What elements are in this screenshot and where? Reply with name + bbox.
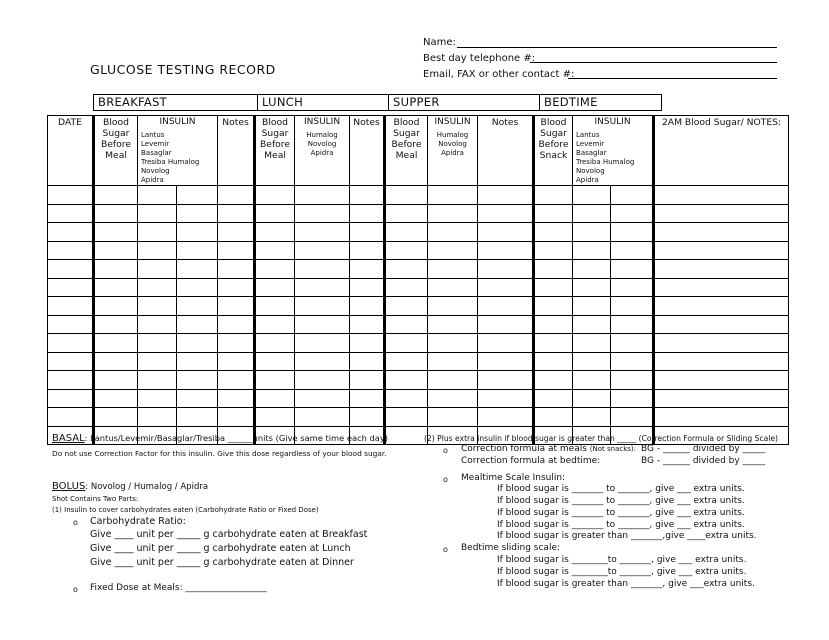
table-cell[interactable] — [428, 352, 478, 371]
col-notes-supper — [478, 116, 534, 186]
corr-bed-formula: BG - ______ divided by _____ — [641, 456, 766, 466]
basal-heading: BASAL — [52, 433, 85, 444]
table-cell[interactable] — [654, 371, 789, 390]
table-cell[interactable] — [534, 260, 573, 279]
table-row — [48, 352, 789, 371]
table-cell[interactable] — [48, 223, 94, 242]
table-cell[interactable] — [94, 389, 138, 408]
table-cell[interactable] — [478, 334, 534, 353]
table-cell[interactable] — [385, 371, 428, 390]
table-cell[interactable] — [177, 260, 218, 279]
table-cell[interactable] — [48, 352, 94, 371]
table-cell[interactable] — [611, 223, 654, 242]
table-cell[interactable] — [255, 278, 295, 297]
table-cell[interactable] — [350, 241, 385, 260]
table-cell[interactable] — [94, 315, 138, 334]
meal-breakfast: BREAKFAST — [98, 95, 168, 109]
table-cell[interactable] — [350, 371, 385, 390]
table-cell[interactable] — [138, 260, 177, 279]
table-cell[interactable] — [573, 371, 611, 390]
col-2am-notes — [654, 116, 789, 186]
table-cell[interactable] — [48, 186, 94, 205]
table-cell[interactable] — [177, 204, 218, 223]
table-row — [48, 334, 789, 353]
table-cell[interactable] — [654, 389, 789, 408]
fixed-dose: Fixed Dose at Meals: __________________ — [90, 583, 267, 593]
table-cell[interactable] — [48, 408, 94, 427]
col-bs-lunch — [255, 116, 295, 186]
table-cell[interactable] — [218, 408, 255, 427]
table-cell[interactable] — [478, 186, 534, 205]
table-cell[interactable] — [255, 204, 295, 223]
table-cell[interactable] — [350, 334, 385, 353]
table-cell[interactable] — [478, 371, 534, 390]
table-cell[interactable] — [385, 334, 428, 353]
scale-row: If blood sugar is _______ to _______, give ___ extra units. — [497, 496, 745, 506]
table-cell[interactable] — [611, 186, 654, 205]
table-cell[interactable] — [611, 408, 654, 427]
table-cell[interactable] — [350, 186, 385, 205]
table-cell[interactable] — [573, 186, 611, 205]
table-cell[interactable] — [295, 315, 350, 334]
table-cell[interactable] — [218, 315, 255, 334]
table-cell[interactable] — [255, 315, 295, 334]
basal-insulin-names: Lantus Levemir Basaglar Tresiba — [576, 131, 607, 166]
phone-field[interactable] — [530, 62, 777, 63]
table-cell[interactable] — [94, 371, 138, 390]
basal-line — [52, 433, 388, 444]
meal-lunch: LUNCH — [257, 95, 388, 110]
table-cell[interactable] — [654, 315, 789, 334]
table-cell[interactable] — [611, 204, 654, 223]
name-field[interactable] — [457, 47, 777, 48]
meal-supper: SUPPER — [388, 95, 539, 110]
table-cell[interactable] — [428, 334, 478, 353]
table-cell[interactable] — [350, 204, 385, 223]
corr-meals-formula: BG - ______ divided by _____ — [641, 444, 766, 454]
table-cell[interactable] — [218, 371, 255, 390]
table-cell[interactable] — [138, 389, 177, 408]
table-cell[interactable] — [534, 408, 573, 427]
carb-ratio-label: Carbohydrate Ratio: — [90, 516, 186, 527]
bs-before-meal-header: Blood Sugar Before Meal — [259, 117, 291, 161]
col-insulin-lunch — [295, 116, 350, 186]
bolus-insulin-names: Humalog Novolog Apidra — [306, 131, 338, 157]
basal-dose-text: : Lantus/Levemir/Basaglar/Tresiba ______units (Give same time each day) — [84, 433, 389, 443]
table-row — [48, 389, 789, 408]
table-cell[interactable] — [218, 260, 255, 279]
bed-last: If blood sugar is greater than _______, give ___extra units. — [497, 579, 755, 589]
table-cell[interactable] — [573, 223, 611, 242]
notes-header: Notes — [491, 117, 519, 128]
table-cell[interactable] — [385, 408, 428, 427]
table-cell[interactable] — [350, 260, 385, 279]
bolus-line — [52, 481, 208, 492]
table-cell[interactable] — [138, 241, 177, 260]
mealtime-scale-label: Mealtime Scale Insulin: — [461, 473, 566, 483]
table-cell[interactable] — [611, 334, 654, 353]
bullet-icon: o — [443, 446, 448, 455]
page-title: GLUCOSE TESTING RECORD — [90, 62, 276, 77]
table-cell[interactable] — [428, 371, 478, 390]
scale-last: If blood sugar is greater than _______,give ____extra units. — [497, 531, 757, 541]
bolus-heading: BOLUS — [52, 481, 86, 492]
table-cell[interactable] — [177, 389, 218, 408]
give-dinner: Give ____ unit per _____ g carbohydrate eaten at Dinner — [90, 557, 354, 568]
col-date — [48, 116, 94, 186]
bs-before-snack-header: Blood Sugar Before Snack — [538, 117, 569, 161]
table-cell[interactable] — [534, 315, 573, 334]
table-header-row — [48, 116, 789, 186]
table-cell[interactable] — [573, 389, 611, 408]
notes-header: Notes — [353, 117, 380, 128]
table-cell[interactable] — [573, 408, 611, 427]
table-cell[interactable] — [255, 334, 295, 353]
table-cell[interactable] — [255, 352, 295, 371]
table-cell[interactable] — [385, 426, 428, 445]
table-cell[interactable] — [478, 297, 534, 316]
table-cell[interactable] — [611, 260, 654, 279]
table-cell[interactable] — [478, 389, 534, 408]
col-notes-breakfast — [218, 116, 255, 186]
table-cell[interactable] — [654, 278, 789, 297]
table-cell[interactable] — [94, 352, 138, 371]
bolus-insulin-names: Humalog Novolog Apidra — [141, 158, 200, 184]
table-cell[interactable] — [48, 315, 94, 334]
table-cell[interactable] — [94, 408, 138, 427]
bolus-insulin-names: Humalog Novolog Apidra — [576, 158, 635, 184]
table-cell[interactable] — [573, 352, 611, 371]
col-bs-supper — [385, 116, 428, 186]
table-cell[interactable] — [177, 315, 218, 334]
table-row — [48, 297, 789, 316]
table-cell[interactable] — [385, 223, 428, 242]
table-cell[interactable] — [534, 389, 573, 408]
table-cell[interactable] — [94, 260, 138, 279]
basal-insulin-names: Lantus Levemir Basaglar Tresiba — [141, 131, 172, 166]
col-insulin-supper — [428, 116, 478, 186]
email-label: Email, FAX or other contact #: — [423, 69, 575, 80]
table-cell[interactable] — [428, 241, 478, 260]
table-cell[interactable] — [478, 223, 534, 242]
table-cell[interactable] — [295, 334, 350, 353]
table-cell[interactable] — [138, 408, 177, 427]
meal-bedtime: BEDTIME — [539, 95, 661, 110]
table-cell[interactable] — [48, 241, 94, 260]
table-cell[interactable] — [654, 260, 789, 279]
table-cell[interactable] — [428, 186, 478, 205]
table-row — [48, 223, 789, 242]
table-cell[interactable] — [177, 334, 218, 353]
bullet-icon: o — [73, 518, 78, 527]
table-cell[interactable] — [573, 315, 611, 334]
table-row — [48, 371, 789, 390]
table-cell[interactable] — [48, 297, 94, 316]
bs-before-meal-header: Blood Sugar Before Meal — [391, 117, 422, 161]
table-cell[interactable] — [350, 315, 385, 334]
table-cell[interactable] — [255, 260, 295, 279]
table-cell[interactable] — [350, 352, 385, 371]
table-cell[interactable] — [255, 389, 295, 408]
table-cell[interactable] — [573, 204, 611, 223]
col-bs-bedtime — [534, 116, 573, 186]
table-row — [48, 315, 789, 334]
table-cell[interactable] — [218, 204, 255, 223]
table-cell[interactable] — [534, 204, 573, 223]
bs-before-meal-header: Blood Sugar Before Meal — [100, 117, 132, 161]
table-cell[interactable] — [218, 241, 255, 260]
table-cell[interactable] — [654, 352, 789, 371]
bed-row: If blood sugar is ________to _______, give ___ extra units. — [497, 555, 747, 565]
table-cell[interactable] — [295, 241, 350, 260]
table-cell[interactable] — [48, 334, 94, 353]
insulin-header: INSULIN — [303, 117, 341, 127]
table-cell[interactable] — [94, 186, 138, 205]
notes-header: Notes — [222, 117, 249, 128]
table-cell[interactable] — [385, 315, 428, 334]
email-field[interactable] — [568, 78, 777, 79]
table-cell[interactable] — [295, 204, 350, 223]
table-cell[interactable] — [218, 352, 255, 371]
table-cell[interactable] — [534, 297, 573, 316]
table-cell[interactable] — [138, 297, 177, 316]
table-cell[interactable] — [48, 204, 94, 223]
table-cell[interactable] — [177, 241, 218, 260]
table-cell[interactable] — [534, 371, 573, 390]
shot-parts: Shot Contains Two Parts: — [52, 495, 139, 503]
table-cell[interactable] — [138, 334, 177, 353]
table-cell[interactable] — [428, 315, 478, 334]
table-cell[interactable] — [611, 371, 654, 390]
table-cell[interactable] — [428, 389, 478, 408]
table-cell[interactable] — [350, 278, 385, 297]
table-cell[interactable] — [255, 371, 295, 390]
bullet-icon: o — [443, 475, 448, 484]
table-cell[interactable] — [138, 223, 177, 242]
bolus-part1: (1) Insulin to cover carbohydrates eaten (Carbohydrate Ratio or Fixed Dose) — [52, 506, 319, 514]
table-cell[interactable] — [255, 297, 295, 316]
table-cell[interactable] — [654, 408, 789, 427]
table-cell[interactable] — [385, 297, 428, 316]
table-cell[interactable] — [654, 297, 789, 316]
table-cell[interactable] — [428, 260, 478, 279]
table-cell[interactable] — [654, 334, 789, 353]
table-row — [48, 186, 789, 205]
table-cell[interactable] — [218, 389, 255, 408]
col-insulin-bedtime — [573, 116, 654, 186]
table-row — [48, 204, 789, 223]
table-cell[interactable] — [654, 204, 789, 223]
table-cell[interactable] — [94, 278, 138, 297]
table-cell[interactable] — [534, 352, 573, 371]
insulin-header: INSULIN — [594, 117, 631, 127]
table-cell[interactable] — [534, 241, 573, 260]
table-cell[interactable] — [428, 278, 478, 297]
table-cell[interactable] — [295, 389, 350, 408]
table-cell[interactable] — [295, 278, 350, 297]
table-cell[interactable] — [218, 297, 255, 316]
table-cell[interactable] — [428, 297, 478, 316]
table-cell[interactable] — [295, 260, 350, 279]
table-cell[interactable] — [611, 297, 654, 316]
bullet-icon: o — [73, 585, 78, 594]
table-row — [48, 241, 789, 260]
col-bs-breakfast — [94, 116, 138, 186]
table-cell[interactable] — [255, 241, 295, 260]
table-cell[interactable] — [478, 315, 534, 334]
table-cell[interactable] — [94, 223, 138, 242]
table-cell[interactable] — [534, 334, 573, 353]
table-cell[interactable] — [94, 334, 138, 353]
table-row — [48, 408, 789, 427]
table-cell[interactable] — [138, 204, 177, 223]
table-cell[interactable] — [138, 352, 177, 371]
table-cell[interactable] — [534, 223, 573, 242]
table-cell[interactable] — [385, 186, 428, 205]
glucose-log-table — [47, 115, 789, 445]
table-cell[interactable] — [295, 223, 350, 242]
insulin-header: INSULIN — [159, 117, 196, 127]
extra-intro: (2) Plus extra insulin if blood sugar is greater than _____ (Correction Formula or Sliding Scale) — [424, 434, 779, 443]
table-cell[interactable] — [385, 278, 428, 297]
table-cell[interactable] — [138, 315, 177, 334]
table-cell[interactable] — [138, 186, 177, 205]
table-cell[interactable] — [385, 352, 428, 371]
table-cell[interactable] — [177, 186, 218, 205]
give-breakfast: Give ____ unit per _____ g carbohydrate eaten at Breakfast — [90, 529, 368, 540]
table-cell[interactable] — [385, 389, 428, 408]
table-cell[interactable] — [654, 223, 789, 242]
table-cell[interactable] — [654, 241, 789, 260]
table-cell[interactable] — [428, 223, 478, 242]
table-cell[interactable] — [48, 389, 94, 408]
table-cell[interactable] — [611, 241, 654, 260]
table-cell[interactable] — [218, 334, 255, 353]
table-cell[interactable] — [138, 371, 177, 390]
table-cell[interactable] — [295, 352, 350, 371]
table-cell[interactable] — [428, 204, 478, 223]
table-cell[interactable] — [94, 204, 138, 223]
bed-row: If blood sugar is ________to _______, give ___ extra units. — [497, 567, 747, 577]
table-cell[interactable] — [295, 371, 350, 390]
table-cell[interactable] — [255, 186, 295, 205]
table-cell[interactable] — [177, 408, 218, 427]
table-cell[interactable] — [611, 278, 654, 297]
bullet-icon: o — [443, 545, 448, 554]
table-cell[interactable] — [295, 186, 350, 205]
table-cell[interactable] — [295, 297, 350, 316]
table-cell[interactable] — [478, 241, 534, 260]
corr-bedtime: Correction formula at bedtime: — [461, 456, 601, 466]
table-cell[interactable] — [611, 352, 654, 371]
table-cell[interactable] — [573, 278, 611, 297]
table-cell[interactable] — [350, 408, 385, 427]
table-cell[interactable] — [573, 241, 611, 260]
table-cell[interactable] — [478, 204, 534, 223]
table-cell[interactable] — [94, 297, 138, 316]
date-header: DATE — [58, 117, 82, 128]
table-cell[interactable] — [573, 334, 611, 353]
table-row — [48, 278, 789, 297]
table-cell[interactable] — [478, 278, 534, 297]
table-cell[interactable] — [94, 241, 138, 260]
table-cell[interactable] — [218, 278, 255, 297]
bolus-insulin-names: Humalog Novolog Apidra — [436, 131, 469, 157]
table-cell[interactable] — [177, 371, 218, 390]
table-cell[interactable] — [177, 223, 218, 242]
table-cell[interactable] — [350, 297, 385, 316]
am-notes-header: 2AM Blood Sugar/ NOTES: — [661, 117, 782, 128]
table-cell[interactable] — [573, 297, 611, 316]
table-cell[interactable] — [48, 278, 94, 297]
table-cell[interactable] — [295, 408, 350, 427]
table-cell[interactable] — [534, 278, 573, 297]
scale-row: If blood sugar is _______ to _______, give ___ extra units. — [497, 484, 745, 494]
table-cell[interactable] — [48, 371, 94, 390]
table-row — [48, 260, 789, 279]
table-cell[interactable] — [654, 186, 789, 205]
table-cell[interactable] — [218, 223, 255, 242]
insulin-header: INSULIN — [434, 117, 471, 127]
table-cell[interactable] — [177, 278, 218, 297]
table-cell[interactable] — [255, 223, 295, 242]
table-cell[interactable] — [611, 315, 654, 334]
table-cell[interactable] — [385, 260, 428, 279]
table-cell[interactable] — [428, 408, 478, 427]
table-cell[interactable] — [138, 278, 177, 297]
table-cell[interactable] — [385, 204, 428, 223]
table-cell[interactable] — [573, 260, 611, 279]
table-cell[interactable] — [177, 352, 218, 371]
scale-row: If blood sugar is _______ to _______, give ___ extra units. — [497, 520, 745, 530]
corr-meals: Correction formula at meals (Not snacks): — [461, 444, 637, 454]
scale-row: If blood sugar is _______ to _______, give ___ extra units. — [497, 508, 745, 518]
table-cell[interactable] — [218, 186, 255, 205]
table-cell[interactable] — [478, 352, 534, 371]
col-notes-lunch — [350, 116, 385, 186]
basal-note: Do not use Correction Factor for this insulin. Give this dose regardless of your blood sugar. — [52, 449, 387, 458]
table-cell[interactable] — [478, 260, 534, 279]
table-cell[interactable] — [350, 223, 385, 242]
meal-header-bar — [93, 94, 662, 111]
table-cell[interactable] — [611, 389, 654, 408]
table-cell[interactable] — [255, 408, 295, 427]
table-cell[interactable] — [534, 186, 573, 205]
phone-label: Best day telephone #: — [423, 53, 536, 64]
col-insulin-breakfast — [138, 116, 218, 186]
table-cell[interactable] — [385, 241, 428, 260]
give-lunch: Give ____ unit per _____ g carbohydrate eaten at Lunch — [90, 543, 351, 554]
bedtime-scale-label: Bedtime sliding scale: — [461, 543, 561, 553]
table-cell[interactable] — [478, 408, 534, 427]
table-cell[interactable] — [350, 389, 385, 408]
name-label: Name: — [423, 37, 456, 48]
table-cell[interactable] — [177, 297, 218, 316]
table-cell[interactable] — [48, 260, 94, 279]
bolus-insulin-text: : Novolog / Humalog / Apidra — [85, 482, 209, 492]
